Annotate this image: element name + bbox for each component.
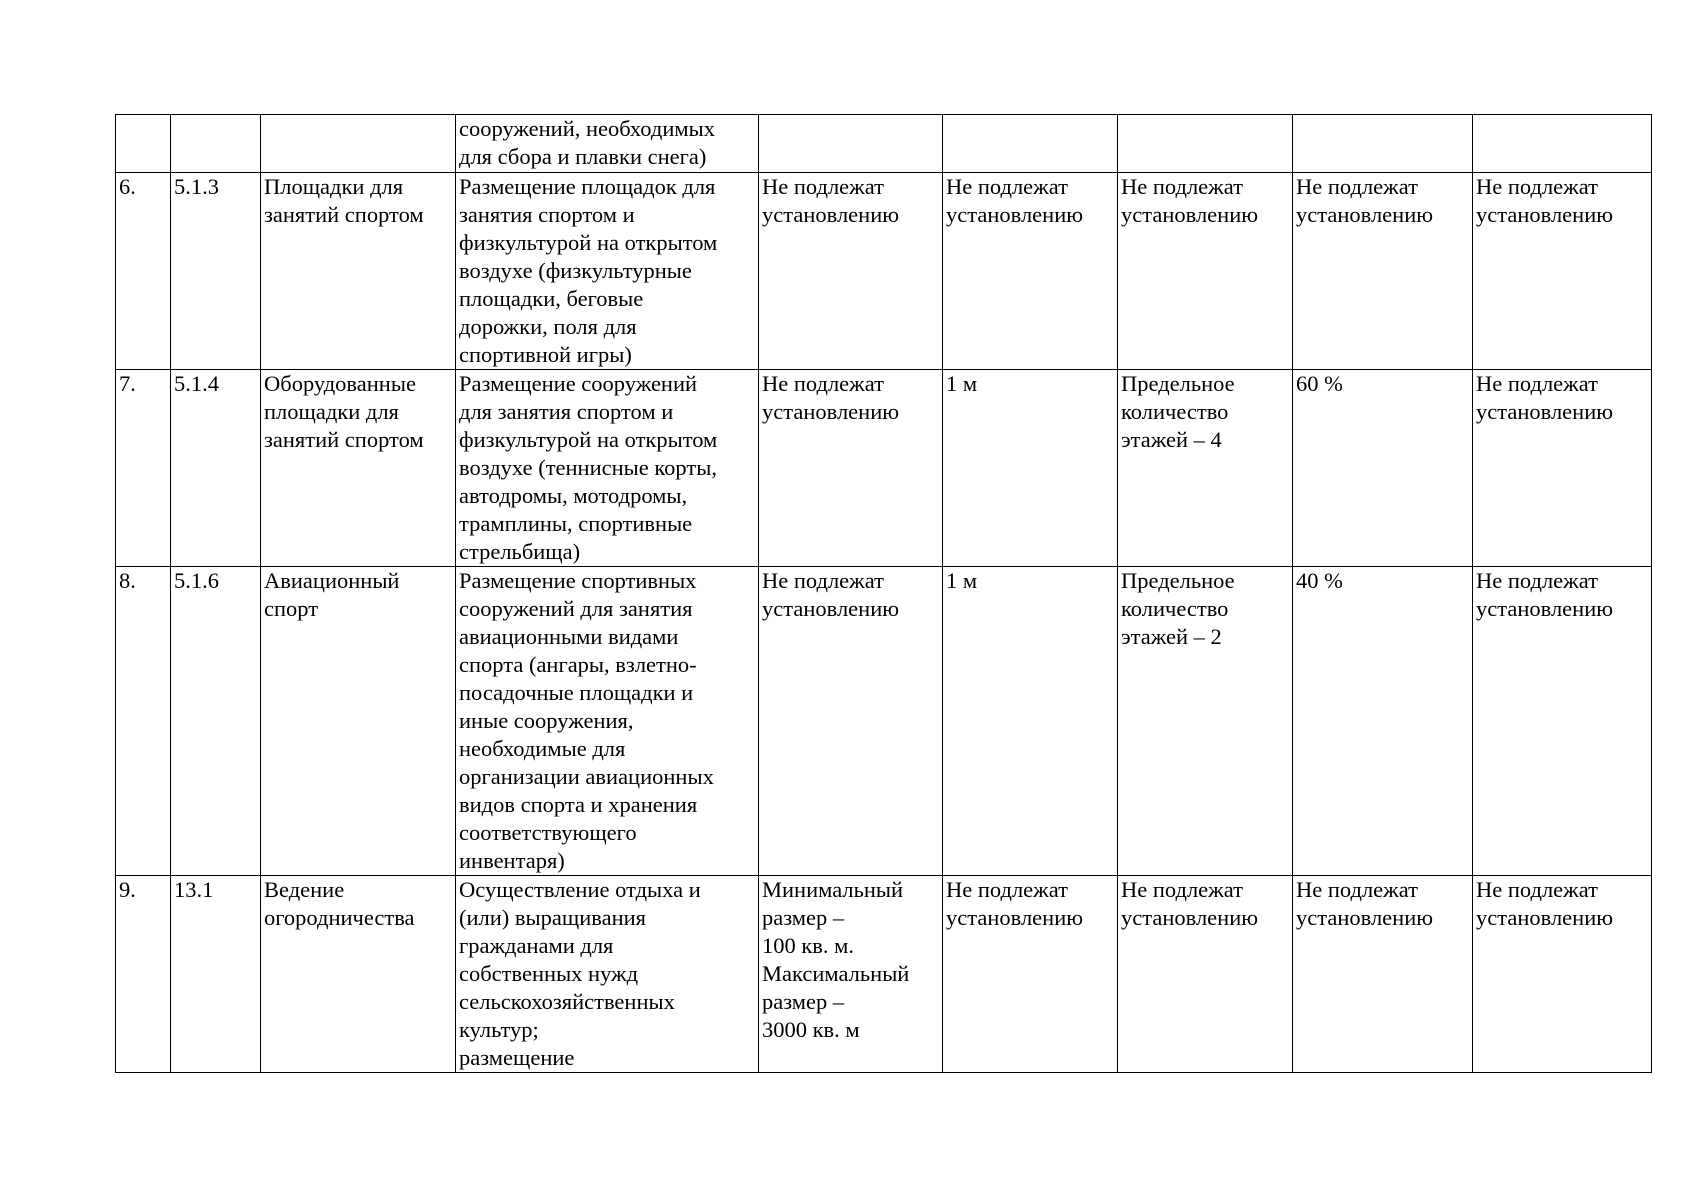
row-number-cell (116, 115, 171, 173)
coverage-cell: Не подлежат установлению (1293, 173, 1473, 370)
plot-size-cell: Не подлежат установлению (759, 173, 943, 370)
coverage-cell (1293, 115, 1473, 173)
row-number-cell: 6. (116, 173, 171, 370)
row-number-cell: 8. (116, 567, 171, 876)
coverage-cell: 60 % (1293, 370, 1473, 567)
code-cell: 5.1.6 (171, 567, 261, 876)
other-cell: Не подлежат установлению (1473, 567, 1652, 876)
land-use-regulations-table (115, 114, 1652, 1073)
floors-cell: Предельное количество этажей – 4 (1118, 370, 1293, 567)
floors-cell: Не подлежат установлению (1118, 173, 1293, 370)
row-number-cell: 7. (116, 370, 171, 567)
table-row (116, 115, 1652, 173)
other-cell: Не подлежат установлению (1473, 370, 1652, 567)
setback-cell: 1 м (943, 370, 1118, 567)
coverage-cell: 40 % (1293, 567, 1473, 876)
table-row (116, 370, 1652, 567)
use-name-cell (261, 115, 456, 173)
setback-cell (943, 115, 1118, 173)
table-row (116, 173, 1652, 370)
setback-cell: Не подлежат установлению (943, 876, 1118, 1073)
coverage-cell: Не подлежат установлению (1293, 876, 1473, 1073)
description-cell: Размещение площадок для занятия спортом и физкультурой на открытом воздухе (физкультурные площадки, беговые дорожки, поля для спортивной игры) (456, 173, 759, 370)
description-cell: Осуществление отдыха и (или) выращивания гражданами для собственных нужд сельскохозяйственных культур; размещение (456, 876, 759, 1073)
code-cell: 13.1 (171, 876, 261, 1073)
plot-size-cell: Не подлежат установлению (759, 567, 943, 876)
code-cell (171, 115, 261, 173)
other-cell: Не подлежат установлению (1473, 876, 1652, 1073)
plot-size-cell (759, 115, 943, 173)
floors-cell: Предельное количество этажей – 2 (1118, 567, 1293, 876)
table-row (116, 567, 1652, 876)
table-row (116, 876, 1652, 1073)
other-cell (1473, 115, 1652, 173)
code-cell: 5.1.3 (171, 173, 261, 370)
floors-cell (1118, 115, 1293, 173)
description-cell: Размещение спортивных сооружений для занятия авиационными видами спорта (ангары, взлетно- посадочные площадки и иные сооружения, необходимые для организации авиационных видов спорта и хранения соответствующего инвентаря) (456, 567, 759, 876)
use-name-cell: Оборудованные площадки для занятий спортом (261, 370, 456, 567)
plot-size-cell: Не подлежат установлению (759, 370, 943, 567)
description-cell: Размещение сооружений для занятия спортом и физкультурой на открытом воздухе (теннисные корты, автодромы, мотодромы, трамплины, спортивные стрельбища) (456, 370, 759, 567)
use-name-cell: Авиационный спорт (261, 567, 456, 876)
floors-cell: Не подлежат установлению (1118, 876, 1293, 1073)
row-number-cell: 9. (116, 876, 171, 1073)
plot-size-cell: Минимальный размер – 100 кв. м. Максимальный размер – 3000 кв. м (759, 876, 943, 1073)
other-cell: Не подлежат установлению (1473, 173, 1652, 370)
code-cell: 5.1.4 (171, 370, 261, 567)
use-name-cell: Площадки для занятий спортом (261, 173, 456, 370)
setback-cell: Не подлежат установлению (943, 173, 1118, 370)
use-name-cell: Ведение огородничества (261, 876, 456, 1073)
setback-cell: 1 м (943, 567, 1118, 876)
description-cell: сооружений, необходимых для сбора и плавки снега) (456, 115, 759, 173)
